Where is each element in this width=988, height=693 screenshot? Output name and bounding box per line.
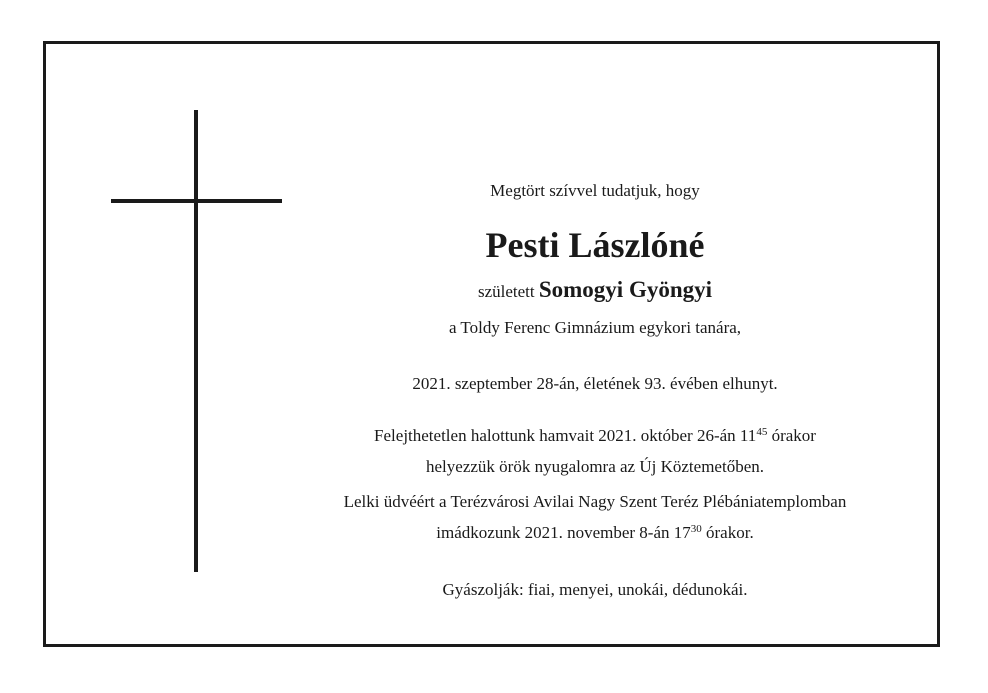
cross-horizontal-bar [111, 199, 282, 203]
mass-line-1: Lelki üdvéért a Terézvárosi Avilai Nagy Szent Teréz Plébániatemplomban [343, 492, 847, 511]
funeral-text: Felejthetetlen halottunk hamvait 2021. október 26-án 11 [374, 426, 757, 445]
funeral-line-2: helyezzük örök nyugalomra az Új Köztemetőben. [426, 457, 764, 476]
cross-vertical-bar [194, 110, 198, 572]
mass-time-minutes: 30 [690, 523, 702, 535]
birth-name-line [290, 277, 900, 302]
mass-text-end: órakor. [701, 523, 754, 542]
deceased-name: Pesti Lászlóné [485, 225, 705, 265]
funeral-line-1 [290, 426, 900, 446]
death-text: 2021. szeptember 28-án, életének 93. évében elhunyt. [412, 374, 778, 393]
maiden-name: Somogyi Gyöngyi [538, 277, 713, 302]
mourners-text: Gyászolják: fiai, menyei, unokái, dédunokái. [442, 580, 748, 599]
mass-text: imádkozunk 2021. november 8-án 17 [436, 523, 691, 542]
mass-line-2 [290, 523, 900, 543]
intro-text: Megtört szívvel tudatjuk, hogy [490, 181, 700, 200]
obituary-frame [43, 41, 940, 647]
born-prefix: született [477, 282, 535, 301]
role-text: a Toldy Ferenc Gimnázium egykori tanára, [448, 318, 742, 337]
funeral-text-end: órakor [767, 426, 816, 445]
funeral-time-minutes: 45 [756, 426, 768, 438]
